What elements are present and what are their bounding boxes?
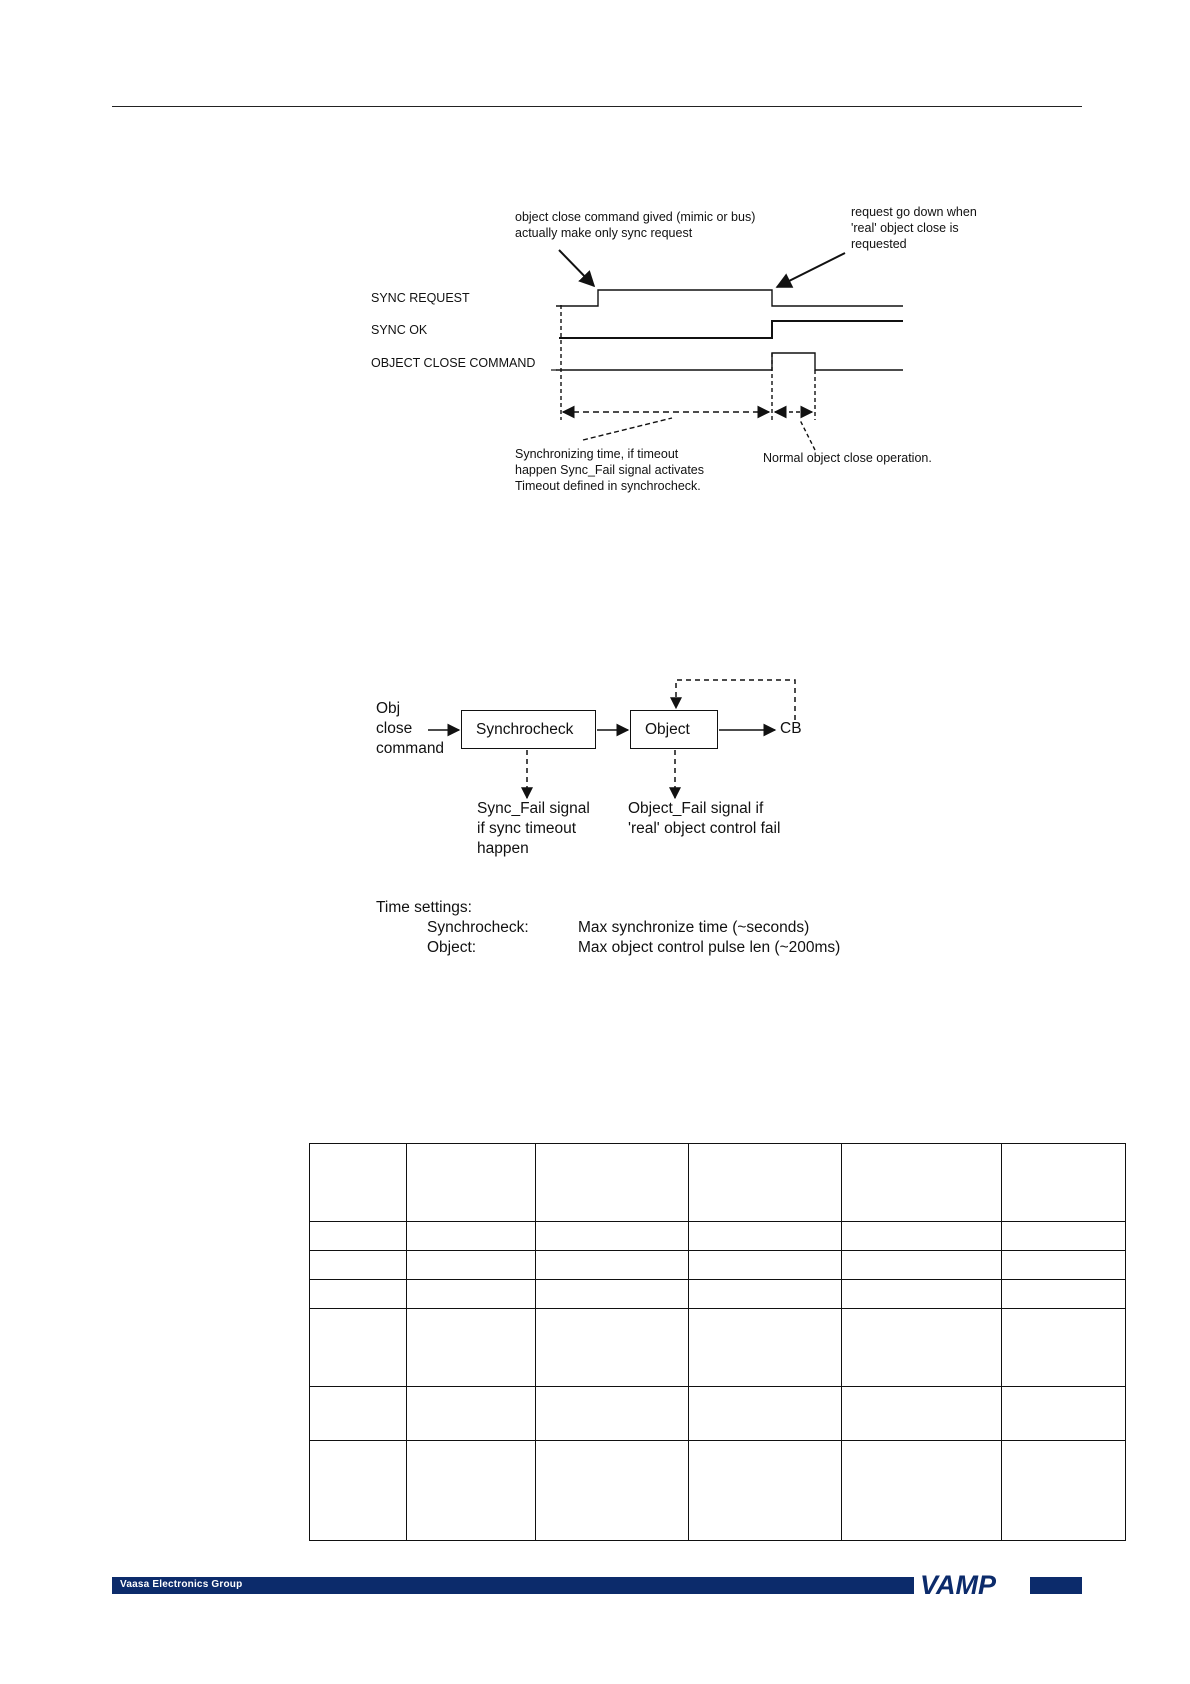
table-cell bbox=[407, 1441, 536, 1541]
table-cell bbox=[1002, 1222, 1126, 1251]
time-settings-heading: Time settings: bbox=[376, 899, 472, 916]
table-cell bbox=[842, 1144, 1002, 1222]
table-cell bbox=[310, 1144, 407, 1222]
cb-label: CB bbox=[780, 720, 802, 737]
signal-label-sync-ok: SYNC OK bbox=[371, 323, 428, 337]
table-cell bbox=[407, 1309, 536, 1387]
table-row bbox=[310, 1280, 1126, 1309]
time-setting-value-object: Max object control pulse len (~200ms) bbox=[578, 939, 841, 956]
table-row bbox=[310, 1222, 1126, 1251]
time-setting-label-synchrocheck: Synchrocheck: bbox=[427, 919, 529, 936]
block-input-label: Obj close command bbox=[376, 700, 445, 757]
object-fail-label: Object_Fail signal if 'real' object control fail bbox=[628, 800, 781, 837]
signal-label-object-close-command: OBJECT CLOSE COMMAND bbox=[371, 356, 536, 370]
table-row bbox=[310, 1251, 1126, 1280]
footer-group-name: Vaasa Electronics Group bbox=[120, 1579, 243, 1590]
table-cell bbox=[310, 1280, 407, 1309]
vamp-logo: VAMP bbox=[920, 1570, 997, 1600]
table-cell bbox=[842, 1441, 1002, 1541]
table-cell bbox=[689, 1280, 842, 1309]
time-setting-label-object: Object: bbox=[427, 939, 477, 956]
table-cell bbox=[310, 1251, 407, 1280]
note-normal-close: Normal object close operation. bbox=[763, 451, 932, 465]
table-row bbox=[310, 1309, 1126, 1387]
table-cell bbox=[407, 1280, 536, 1309]
table-cell bbox=[842, 1222, 1002, 1251]
table-cell bbox=[1002, 1280, 1126, 1309]
table-cell bbox=[310, 1387, 407, 1441]
note-synchronizing-time: Synchronizing time, if timeout happen Sync_Fail signal activates Timeout defined in synchrocheck. bbox=[515, 447, 705, 493]
annotation-request-down: request go down when 'real' object close is requested bbox=[851, 205, 977, 251]
table-header-row bbox=[310, 1144, 1126, 1222]
signal-label-sync-request: SYNC REQUEST bbox=[371, 291, 470, 305]
table-cell bbox=[407, 1144, 536, 1222]
table-cell bbox=[407, 1222, 536, 1251]
table-cell bbox=[310, 1222, 407, 1251]
table-cell bbox=[842, 1280, 1002, 1309]
table-cell bbox=[536, 1222, 689, 1251]
table-cell bbox=[536, 1387, 689, 1441]
table-cell bbox=[689, 1387, 842, 1441]
table-cell bbox=[1002, 1309, 1126, 1387]
table-cell bbox=[842, 1387, 1002, 1441]
table-cell bbox=[536, 1441, 689, 1541]
time-setting-value-synchrocheck: Max synchronize time (~seconds) bbox=[578, 919, 810, 936]
table-cell bbox=[842, 1309, 1002, 1387]
synchrocheck-label: Synchrocheck bbox=[476, 720, 574, 738]
table-cell bbox=[689, 1441, 842, 1541]
annotation-close-command: object close command gived (mimic or bus) actually make only sync request bbox=[515, 210, 756, 240]
table-row bbox=[310, 1441, 1126, 1541]
table-cell bbox=[407, 1251, 536, 1280]
table-cell bbox=[1002, 1441, 1126, 1541]
table-row bbox=[310, 1387, 1126, 1441]
table-cell bbox=[689, 1144, 842, 1222]
table-cell bbox=[689, 1222, 842, 1251]
sync-fail-label: Sync_Fail signal if sync timeout happen bbox=[477, 800, 590, 857]
object-label: Object bbox=[645, 720, 690, 738]
table-cell bbox=[536, 1280, 689, 1309]
table-cell bbox=[1002, 1144, 1126, 1222]
table-cell bbox=[536, 1309, 689, 1387]
settings-table bbox=[309, 1143, 1126, 1541]
table-cell bbox=[689, 1309, 842, 1387]
feedback-cb-to-object bbox=[676, 680, 795, 720]
table-cell bbox=[1002, 1251, 1126, 1280]
footer-bar bbox=[112, 1570, 1082, 1600]
table-cell bbox=[407, 1387, 536, 1441]
table-cell bbox=[310, 1309, 407, 1387]
table-cell bbox=[536, 1251, 689, 1280]
table-cell bbox=[1002, 1387, 1126, 1441]
table-cell bbox=[536, 1144, 689, 1222]
table-cell bbox=[842, 1251, 1002, 1280]
table-cell bbox=[310, 1441, 407, 1541]
table-cell bbox=[689, 1251, 842, 1280]
